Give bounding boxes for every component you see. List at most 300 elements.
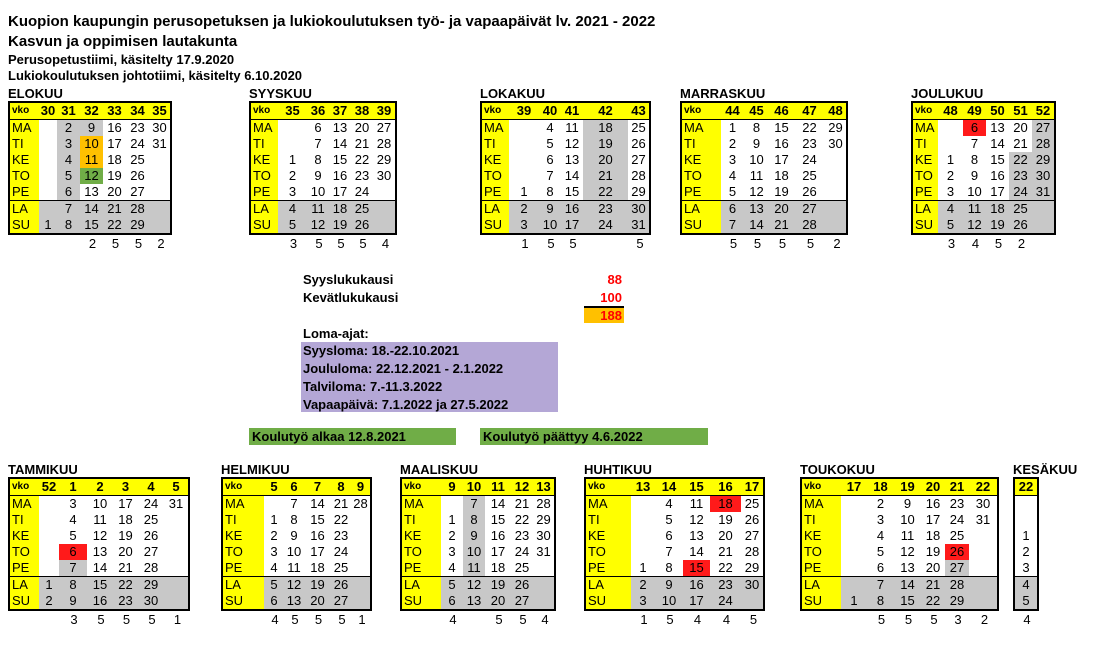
page-title: Kuopion kaupungin perusopetuksen ja lukiokoulutuksen työ- ja vapaapäivät lv. 2021 - 2022	[8, 13, 656, 30]
day-cell: 2	[876, 496, 885, 511]
weekday-label: MA	[222, 496, 264, 513]
day-cell	[164, 593, 189, 610]
week-label: vko	[222, 478, 264, 496]
week-number: 36	[307, 102, 329, 120]
day-cell: 5	[57, 168, 80, 184]
week-school-days: 5	[569, 236, 577, 251]
month-table	[680, 101, 848, 235]
day-cell: 6	[441, 593, 463, 610]
day-cell: 5	[441, 577, 463, 594]
day-cell: 27	[744, 528, 760, 543]
week-school-days: 5	[749, 612, 758, 627]
day-cell	[938, 120, 963, 137]
school-day-counts	[680, 235, 848, 251]
day-cell	[509, 168, 539, 184]
week-number: 5	[164, 478, 189, 496]
day-cell: 23	[333, 528, 349, 543]
day-cell: 26	[130, 168, 145, 183]
month-table	[1013, 477, 1039, 611]
day-cell: 4	[876, 528, 885, 543]
day-cell: 17	[332, 184, 348, 199]
weekday-label: LA	[9, 201, 39, 218]
week-number: 9	[441, 478, 463, 496]
day-cell	[631, 512, 655, 528]
day-cell: 7	[290, 496, 298, 511]
day-cell: 25	[1009, 201, 1032, 218]
week-school-days: 5	[495, 612, 503, 627]
day-cell: 2	[57, 120, 80, 137]
day-cell: 29	[828, 120, 843, 135]
day-cell: 1	[288, 152, 297, 167]
weekday-label: LA	[401, 577, 441, 594]
day-cell: 17	[118, 496, 133, 511]
day-cell: 24	[143, 496, 159, 511]
day-cell: 16	[490, 528, 506, 543]
week-school-days: 4	[1023, 612, 1031, 627]
day-cell: 22	[1009, 152, 1032, 168]
day-cell: 12	[307, 217, 329, 234]
day-cell	[351, 593, 371, 610]
day-cell: 19	[118, 528, 133, 543]
day-cell	[533, 577, 555, 594]
total-days: 188	[584, 308, 624, 323]
week-number: 15	[683, 478, 710, 496]
day-cell: 14	[990, 136, 1005, 151]
day-cell: 17	[925, 512, 941, 527]
day-cell	[509, 136, 539, 152]
day-cell: 7	[721, 217, 744, 234]
week-school-days: 5	[148, 612, 156, 627]
week-number: 4	[138, 478, 164, 496]
day-cell: 21	[354, 136, 370, 151]
approval-note-upper: Lukiokoulutuksen johtotiimi, käsitelty 6.10.2020	[8, 68, 303, 83]
day-cell	[441, 496, 463, 513]
day-cell: 4	[278, 201, 307, 218]
day-cell: 30	[376, 168, 392, 183]
week-number: 11	[485, 478, 511, 496]
day-cell: 9	[752, 136, 761, 151]
week-label: vko	[401, 478, 441, 496]
weekday-label: KE	[681, 152, 721, 168]
day-cell: 6	[264, 593, 284, 610]
holiday-autumn: Syysloma: 18.-22.10.2021	[303, 343, 460, 358]
week-school-days: 5	[338, 612, 346, 627]
weekday-label: PE	[585, 560, 631, 577]
holiday-winter: Talviloma: 7.-11.3.2022	[303, 379, 443, 394]
day-cell: 21	[103, 201, 126, 218]
day-cell: 15	[990, 152, 1005, 167]
weekday-label: SU	[9, 593, 39, 610]
day-cell: 19	[925, 544, 941, 559]
month-table	[480, 101, 651, 235]
day-cell: 14	[332, 136, 348, 151]
day-cell: 9	[80, 120, 103, 137]
day-cell: 22	[113, 577, 138, 594]
day-cell: 11	[463, 560, 485, 577]
weekday-label: TI	[222, 512, 264, 528]
day-cell: 18	[107, 152, 122, 167]
week-number: 8	[331, 478, 351, 496]
day-cell: 31	[1032, 184, 1055, 201]
week-number: 14	[655, 478, 683, 496]
month-name: TAMMIKUU	[8, 462, 78, 477]
day-cell	[509, 120, 539, 137]
day-cell: 19	[718, 512, 733, 527]
week-school-days: 5	[753, 236, 762, 251]
month-table	[911, 101, 1056, 235]
month-name: SYYSKUU	[249, 86, 312, 101]
day-cell: 23	[130, 120, 145, 135]
month-huhtikuu	[584, 462, 765, 627]
day-cell: 1	[639, 560, 647, 575]
week-school-days: 5	[877, 612, 886, 627]
week-number: 43	[628, 102, 650, 120]
week-number: 16	[710, 478, 741, 496]
week-label: vko	[912, 102, 938, 120]
day-cell: 3	[946, 184, 955, 199]
day-cell	[969, 544, 998, 560]
day-cell: 29	[126, 217, 149, 234]
day-cell	[373, 217, 396, 234]
day-cell: 22	[583, 184, 628, 201]
weekday-label: TO	[9, 168, 39, 184]
week-number: 52	[39, 478, 59, 496]
day-cell: 12	[900, 544, 915, 559]
day-cell: 8	[665, 560, 673, 575]
week-number: 51	[1009, 102, 1032, 120]
day-cell	[509, 152, 539, 168]
day-cell: 9	[970, 168, 979, 183]
weekday-label: SU	[222, 593, 264, 610]
day-cell: 2	[39, 593, 59, 610]
day-cell: 3	[631, 593, 655, 610]
weekday-label: TO	[801, 544, 841, 560]
week-school-days: 5	[636, 236, 644, 251]
school-start-banner: Koulutyö alkaa 12.8.2021	[249, 428, 456, 445]
day-cell: 23	[514, 528, 530, 543]
day-cell: 29	[744, 560, 760, 575]
day-cell: 10	[80, 136, 103, 152]
week-school-days: 5	[547, 236, 555, 251]
day-cell: 7	[57, 201, 80, 218]
day-cell: 26	[1009, 217, 1032, 234]
weekday-label: PE	[250, 184, 278, 201]
day-cell: 24	[949, 512, 965, 527]
day-cell: 23	[583, 201, 628, 218]
week-number: 22	[969, 478, 998, 496]
day-cell: 10	[92, 496, 108, 511]
day-cell: 18	[986, 201, 1009, 218]
day-cell	[39, 201, 57, 218]
day-cell: 29	[138, 577, 164, 594]
day-cell	[39, 544, 59, 560]
week-school-days: 5	[778, 236, 787, 251]
day-cell: 1	[39, 217, 57, 234]
day-cell: 24	[802, 152, 817, 167]
day-cell: 11	[93, 512, 107, 527]
day-cell	[825, 168, 847, 184]
week-number: 19	[894, 478, 921, 496]
day-cell: 6	[314, 120, 322, 135]
day-cell: 7	[970, 136, 979, 151]
day-cell: 6	[963, 120, 986, 137]
day-cell: 28	[353, 496, 368, 511]
day-cell: 17	[107, 136, 122, 151]
day-cell: 10	[286, 544, 302, 559]
day-cell	[351, 560, 371, 577]
day-cell: 16	[925, 496, 941, 511]
day-cell: 17	[990, 184, 1005, 199]
day-cell: 29	[945, 593, 969, 610]
day-cell	[841, 577, 867, 594]
day-cell	[39, 136, 57, 152]
day-cell	[841, 512, 867, 528]
week-school-days: 5	[337, 236, 345, 251]
month-name: JOULUKUU	[911, 86, 984, 101]
day-cell: 31	[152, 136, 167, 151]
weekday-label: SU	[9, 217, 39, 234]
day-cell: 7	[463, 496, 485, 513]
day-cell: 1	[841, 593, 867, 610]
week-label: vko	[9, 102, 39, 120]
day-cell: 26	[351, 217, 373, 234]
weekday-label: KE	[481, 152, 509, 168]
day-cell: 18	[774, 168, 789, 183]
day-cell: 30	[138, 593, 164, 610]
day-cell	[149, 201, 171, 218]
day-cell	[39, 152, 57, 168]
week-number: 17	[841, 478, 867, 496]
day-cell: 3	[448, 544, 456, 559]
month-name: TOUKOKUU	[800, 462, 875, 477]
day-cell: 13	[990, 120, 1005, 135]
day-cell: 20	[769, 201, 794, 218]
month-name: KESÄKUU	[1013, 462, 1078, 477]
day-cell: 4	[448, 560, 456, 575]
month-name: HUHTIKUU	[584, 462, 652, 477]
day-cell: 2	[1022, 544, 1030, 559]
school-day-counts	[8, 611, 190, 627]
day-cell: 24	[583, 217, 628, 234]
weekday-label: TI	[401, 512, 441, 528]
week-school-days: 2	[157, 236, 165, 251]
week-number: 35	[278, 102, 307, 120]
weekday-label: PE	[481, 184, 509, 201]
week-school-days: 5	[666, 612, 674, 627]
week-number: 45	[744, 102, 769, 120]
day-cell: 5	[264, 577, 284, 594]
day-cell: 15	[774, 120, 789, 135]
day-cell: 25	[802, 168, 817, 183]
week-school-days: 2	[1017, 236, 1026, 251]
day-cell	[39, 184, 57, 201]
day-cell: 3	[69, 496, 77, 511]
day-cell: 11	[749, 168, 764, 183]
day-cell	[351, 512, 371, 528]
day-cell	[164, 577, 189, 594]
week-number: 48	[938, 102, 963, 120]
weekday-label: TO	[481, 168, 509, 184]
day-cell: 15	[894, 593, 921, 610]
month-name: ELOKUU	[8, 86, 63, 101]
day-cell: 22	[103, 217, 126, 234]
day-cell: 4	[546, 120, 554, 135]
day-cell: 11	[689, 496, 704, 511]
weekday-label: KE	[9, 152, 39, 168]
month-table	[249, 101, 397, 235]
day-cell: 19	[107, 168, 122, 183]
day-cell	[533, 593, 555, 610]
month-tammikuu	[8, 462, 190, 627]
weekday-label: KE	[9, 528, 39, 544]
weekday-label: MA	[801, 496, 841, 513]
day-cell: 23	[1009, 168, 1032, 184]
day-cell: 25	[143, 512, 159, 527]
day-cell: 5	[876, 544, 885, 559]
day-cell: 27	[376, 120, 392, 135]
week-school-days: 4	[971, 236, 980, 251]
day-cell: 15	[310, 512, 325, 527]
day-cell: 1	[520, 184, 528, 199]
weekday-label: MA	[401, 496, 441, 513]
week-number: 40	[539, 102, 561, 120]
weekday-label: TI	[585, 512, 631, 528]
day-cell: 9	[314, 168, 322, 183]
day-cell: 19	[774, 184, 789, 199]
month-name: HELMIKUU	[221, 462, 290, 477]
day-cell: 29	[631, 184, 646, 199]
day-cell: 24	[130, 136, 145, 151]
week-school-days: 2	[980, 612, 989, 627]
day-cell: 2	[448, 528, 456, 543]
week-number: 17	[741, 478, 764, 496]
day-cell: 12	[92, 528, 108, 543]
day-cell: 8	[314, 152, 322, 167]
week-school-days: 2	[833, 236, 841, 251]
week-number: 33	[103, 102, 126, 120]
day-cell: 26	[945, 544, 969, 560]
day-cell: 10	[463, 544, 485, 560]
weekday-label: MA	[681, 120, 721, 137]
weekday-label: LA	[222, 577, 264, 594]
weekday-label: PE	[9, 184, 39, 201]
weekday-label: SU	[585, 593, 631, 610]
day-cell: 19	[329, 217, 351, 234]
day-cell: 26	[143, 528, 159, 543]
weekday-label: KE	[401, 528, 441, 544]
day-cell: 10	[655, 593, 683, 610]
school-day-counts	[249, 235, 397, 251]
day-cell	[39, 560, 59, 577]
spring-term-label: Kevätlukukausi	[303, 290, 399, 305]
day-cell: 14	[689, 544, 704, 559]
spring-term-days: 100	[600, 290, 622, 305]
week-number: 32	[80, 102, 103, 120]
board-name: Kasvun ja oppimisen lautakunta	[8, 33, 238, 50]
week-number: 30	[40, 103, 56, 118]
day-cell	[938, 136, 963, 152]
school-day-counts	[400, 611, 556, 627]
week-school-days: 5	[519, 612, 527, 627]
weekday-label: TO	[9, 544, 39, 560]
day-cell: 12	[284, 577, 304, 594]
day-cell: 2	[946, 168, 955, 183]
day-cell: 8	[867, 593, 894, 610]
day-cell	[164, 528, 189, 544]
day-cell: 18	[925, 528, 941, 543]
day-cell: 19	[986, 217, 1009, 234]
day-cell: 16	[990, 168, 1005, 183]
day-cell: 1	[1022, 528, 1030, 543]
day-cell: 10	[967, 184, 982, 199]
school-end-banner: Koulutyö päättyy 4.6.2022	[480, 428, 708, 445]
week-school-days: 4	[722, 612, 731, 627]
day-cell: 25	[744, 496, 760, 511]
day-cell	[631, 496, 655, 513]
day-cell	[1014, 496, 1038, 513]
day-cell: 27	[945, 560, 969, 577]
day-cell: 14	[310, 496, 325, 511]
weekday-label: SU	[401, 593, 441, 610]
day-cell: 12	[564, 136, 580, 151]
day-cell	[351, 528, 371, 544]
day-cell: 17	[490, 544, 506, 559]
weekday-label: PE	[9, 560, 39, 577]
day-cell	[39, 528, 59, 544]
weekday-label: LA	[250, 201, 278, 218]
day-cell: 2	[728, 136, 737, 151]
day-cell: 3	[728, 152, 737, 167]
week-number: 34	[126, 102, 149, 120]
day-cell: 22	[802, 120, 817, 135]
week-school-days: 5	[97, 612, 105, 627]
week-label: vko	[801, 478, 841, 496]
day-cell	[533, 560, 555, 577]
month-name: MARRASKUU	[680, 86, 766, 101]
day-cell: 8	[463, 512, 485, 528]
day-cell: 18	[310, 560, 325, 575]
day-cell: 18	[118, 512, 133, 527]
day-cell	[373, 184, 396, 201]
day-cell: 14	[744, 217, 769, 234]
day-cell: 6	[57, 184, 80, 201]
day-cell: 20	[925, 560, 941, 575]
day-cell: 6	[546, 152, 554, 167]
day-cell: 22	[514, 512, 530, 527]
day-cell: 11	[963, 201, 986, 218]
day-cell: 14	[564, 168, 580, 183]
day-cell: 23	[113, 593, 138, 610]
day-cell: 16	[332, 168, 348, 183]
day-cell: 8	[970, 152, 979, 167]
week-number: 7	[304, 478, 331, 496]
day-cell: 15	[683, 560, 710, 577]
weekday-label: MA	[250, 120, 278, 137]
week-school-days: 1	[640, 612, 648, 627]
day-cell: 8	[57, 217, 80, 234]
day-cell	[969, 577, 998, 594]
holidays-box	[301, 342, 558, 412]
weekday-label: PE	[401, 560, 441, 577]
day-cell: 10	[900, 512, 915, 527]
day-cell: 21	[921, 577, 945, 594]
day-cell: 1	[448, 512, 456, 527]
weekday-label: TO	[250, 168, 278, 184]
day-cell: 17	[310, 544, 325, 559]
weekday-label: TI	[9, 512, 39, 528]
day-cell: 29	[376, 152, 392, 167]
week-school-days: 2	[88, 236, 97, 251]
